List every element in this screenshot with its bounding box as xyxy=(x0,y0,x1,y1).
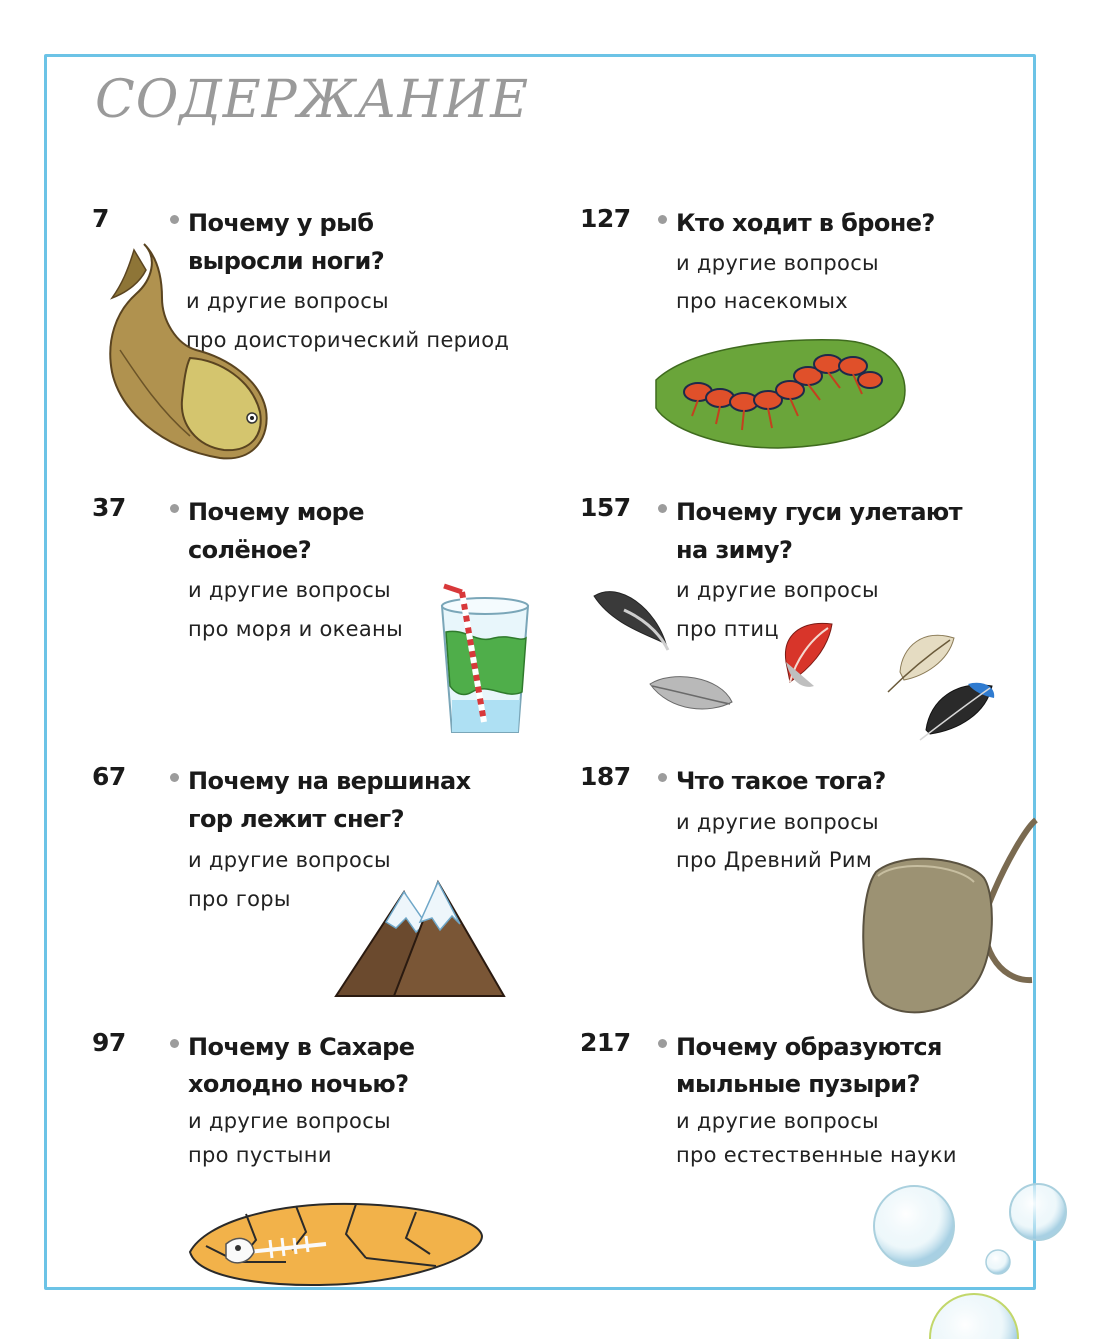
bullet-icon xyxy=(170,504,179,513)
page-number: 37 xyxy=(92,493,126,522)
feather-black-white xyxy=(594,592,668,650)
page-number: 217 xyxy=(580,1028,631,1057)
feather-cream xyxy=(888,635,954,692)
entry-question: Что такое тога? xyxy=(676,767,886,795)
page-number: 67 xyxy=(92,762,126,791)
entry-topic: про насекомых xyxy=(676,289,848,313)
page-number: 127 xyxy=(580,204,631,233)
entry-subtitle: и другие вопросы xyxy=(188,848,391,872)
feather-blue-black xyxy=(920,683,994,740)
entry-topic: про естественные науки xyxy=(676,1143,957,1167)
entry-question: Почему образуются xyxy=(676,1033,942,1061)
feathers-illustration xyxy=(590,580,1000,745)
entry-topic: про доисторический период xyxy=(186,328,510,352)
bullet-icon xyxy=(658,773,667,782)
entry-question: Почему в Сахаре xyxy=(188,1033,415,1061)
entry-subtitle: и другие вопросы xyxy=(676,1109,879,1133)
centipede-illustration xyxy=(648,320,913,450)
entry-question-cont: солёное? xyxy=(188,536,312,564)
page-number: 157 xyxy=(580,493,631,522)
bullet-icon xyxy=(170,1039,179,1048)
entry-topic: про пустыни xyxy=(188,1143,332,1167)
entry-question-cont: холодно ночью? xyxy=(188,1070,409,1098)
entry-question: Почему море xyxy=(188,498,364,526)
entry-subtitle: и другие вопросы xyxy=(186,289,389,313)
roman-pendant-illustration xyxy=(856,812,1040,1027)
entry-topic: про птиц xyxy=(676,617,779,641)
bullet-icon xyxy=(658,215,667,224)
bullet-icon xyxy=(170,773,179,782)
page-number: 97 xyxy=(92,1028,126,1057)
entry-question: Почему у рыб xyxy=(188,209,374,237)
entry-question-cont: на зиму? xyxy=(676,536,793,564)
entry-question-cont: гор лежит снег? xyxy=(188,805,404,833)
feather-grey xyxy=(650,677,732,709)
entry-topic: про моря и океаны xyxy=(188,617,403,641)
entry-question: Почему гуси улетают xyxy=(676,498,962,526)
bullet-icon xyxy=(170,215,179,224)
entry-subtitle: и другие вопросы xyxy=(676,251,879,275)
glass-with-straw-illustration xyxy=(436,582,536,742)
entry-subtitle: и другие вопросы xyxy=(188,1109,391,1133)
soap-bubbles-illustration xyxy=(872,1180,1100,1339)
feather-red xyxy=(785,623,832,686)
entry-question: Кто ходит в броне? xyxy=(676,209,935,237)
mountains-illustration xyxy=(334,878,506,1000)
dry-ground-fish-skeleton-illustration xyxy=(186,1192,486,1292)
entry-subtitle: и другие вопросы xyxy=(676,578,879,602)
prehistoric-fish-illustration xyxy=(100,240,275,465)
page-number: 7 xyxy=(92,204,109,233)
page-title: СОДЕРЖАНИЕ xyxy=(95,70,530,130)
page-number: 187 xyxy=(580,762,631,791)
bullet-icon xyxy=(658,1039,667,1048)
entry-topic: про горы xyxy=(188,887,291,911)
bullet-icon xyxy=(658,504,667,513)
entry-subtitle: и другие вопросы xyxy=(676,810,879,834)
entry-question: Почему на вершинах xyxy=(188,767,471,795)
entry-question-cont: мыльные пузыри? xyxy=(676,1070,920,1098)
entry-topic: про Древний Рим xyxy=(676,848,872,872)
entry-question-cont: выросли ноги? xyxy=(188,247,385,275)
entry-subtitle: и другие вопросы xyxy=(188,578,391,602)
